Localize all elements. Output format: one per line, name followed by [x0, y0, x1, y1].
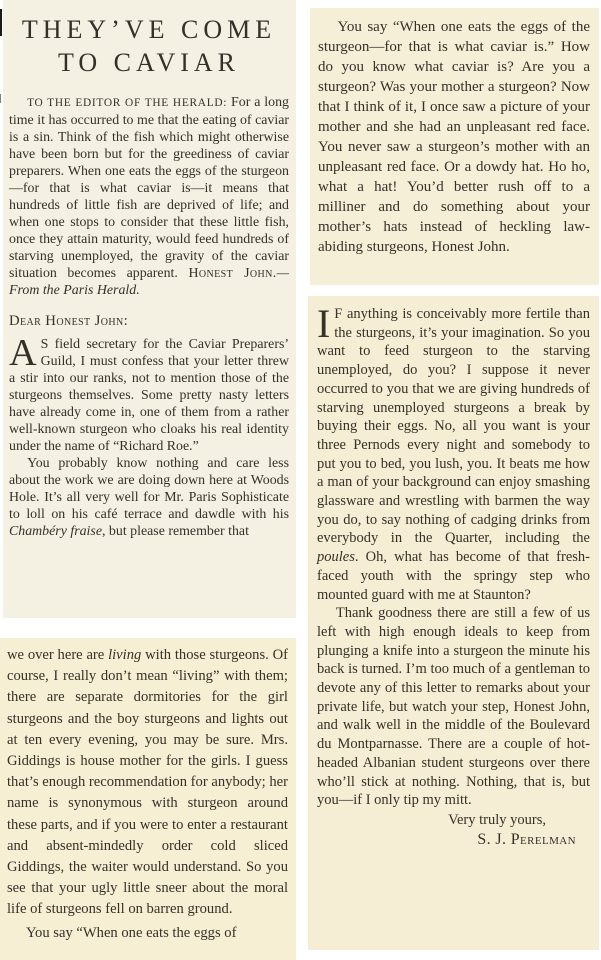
paragraph-woods-hole-end: , but please remember that	[101, 524, 249, 539]
paragraph-living-start: we over here are	[7, 647, 109, 663]
paragraph-living	[7, 645, 288, 921]
paragraph-you-say: You say “When one eats the eggs of the sturgeon—for that is what caviar is.” How do you know what caviar is? Are you a sturgeon? Was your mother a sturgeon? Now that I think of it, I once saw a picture of your mother and she had an unpleasant red face. You never saw a sturgeon’s mother with an unpleasant red face. Or a dowdy hat. Ho ho, what a hat! You’d better rush off to a milliner and do something about your mother’s hats instead of heckling law-abiding sturgeons, Honest John.	[318, 19, 590, 255]
paragraph-guild	[9, 332, 289, 455]
paragraph-living-end: with those sturgeons. Of course, I really don’t mean “living” with them; there are separate dormitories for the girl sturgeons and the boy sturgeons and lights out at ten every evening, you may be sure. Mrs. Giddings is house mother for the girls. I guess that’s enough recommendation for anybody; her name is synonymous with sturgeon around these parts, and if you were to enter a restaurant and absent-mindedly order cold sliced Giddings, the waiter would understand. So you see that your ugly little sneer about the moral life of sturgeons fell on barren ground.	[7, 647, 288, 918]
paragraph-woods-hole-text: You probably know nothing and care less about the work we are doing down here at Woods Hole. It’s all very well for Mr. Paris Sophisticate to loll on his café terrace and dawdle with his	[9, 456, 289, 522]
cutoff-partial-line: You say “When one eats the eggs of	[25, 924, 237, 941]
valediction: Very truly yours,	[448, 811, 546, 828]
paragraph-if-anything-end: . Oh, what has become of that fresh-faced youth with the springy step who mounted guard with me at Staunton?	[317, 549, 590, 603]
paragraph-guild-text: S field secretary for the Caviar Preparers’ Guild, I must confess that your letter threw a stir into our ranks, not to mention those of the sturgeons themselves. Some pretty nasty letters have already come in, one of them from a rather well-known sturgeon who cloaks his real identity under the name of “Richard Roe.”	[9, 337, 289, 454]
dropcap-i: I	[317, 301, 331, 346]
paragraph-if-anything	[317, 301, 590, 604]
right-column-lower-scan	[308, 296, 599, 950]
signature: S. J. Perelman	[477, 830, 576, 848]
article-title-line2: TO CAVIAR	[57, 47, 240, 77]
paragraph-woods-hole-italic: Chambéry fraise	[9, 524, 102, 539]
scan-artifact-line	[0, 9, 2, 36]
scan-artifact-mark	[0, 94, 1, 103]
left-column-lower-scan	[0, 638, 296, 960]
left-column-upper-scan	[3, 0, 296, 618]
article-title	[9, 14, 289, 79]
editor-letter-body: For a long time it has occurred to me that the eating of caviar is a sin. Think of the fish which might otherwise have been born but for the greediness of caviar preparers. When one eats the eggs of the sturgeon—for that is what caviar is—it means that hundreds of little fish are deprived of life; and when one stops to consider that these little fish, once they attain maturity, would feed hundreds of starving unemployed, the gravity of the caviar situation becomes apparent.	[9, 95, 289, 281]
paragraph-living-italic: living	[108, 647, 142, 663]
editor-letter-paragraph	[9, 94, 289, 299]
editor-letter-source: —From the Paris Herald.	[9, 266, 289, 298]
right-column-upper-scan	[310, 8, 599, 285]
editor-letter-signature: Honest John.	[188, 266, 277, 281]
dropcap-a: A	[9, 332, 37, 374]
paragraph-if-anything-text: F anything is conceivably more fertile than the sturgeons, it’s your imagination. So you want to feed sturgeon to the starving unemployed, do you? I suppose it never occurred to you that we are giving hundreds of starving unemployed sturgeons a break by buying their eggs. No, all you want is your three Pernods every night and somebody to put you to bed, you lush, you. It beats me how a man of your background can enjoy smashing glassware and wrestling with barmen the way you do, to say nothing of cadging drinks from everybody in the Quarter, including the	[317, 306, 590, 547]
paragraph-thank-goodness: Thank goodness there are still a few of us left with high enough ideals to keep from plunging a knife into a sturgeon the minute his back is turned. I’m too much of a gentleman to devote any of this letter to remarks about your private life, but watch your step, Honest John, and walk well in the middle of the Boulevard du Montparnasse. There are a couple of hot-headed Albanian student sturgeons over there who’ll stick at nothing. Nothing, that is, but you—if I only tip my mitt.	[317, 605, 590, 809]
paragraph-woods-hole	[9, 455, 289, 540]
paragraph-if-anything-italic: poules	[317, 549, 355, 566]
article-title-line1: THEY’VE COME	[21, 15, 277, 44]
salutation: Dear Honest John:	[9, 313, 129, 329]
editor-letter-lead: TO THE EDITOR OF THE HERALD:	[27, 97, 228, 109]
